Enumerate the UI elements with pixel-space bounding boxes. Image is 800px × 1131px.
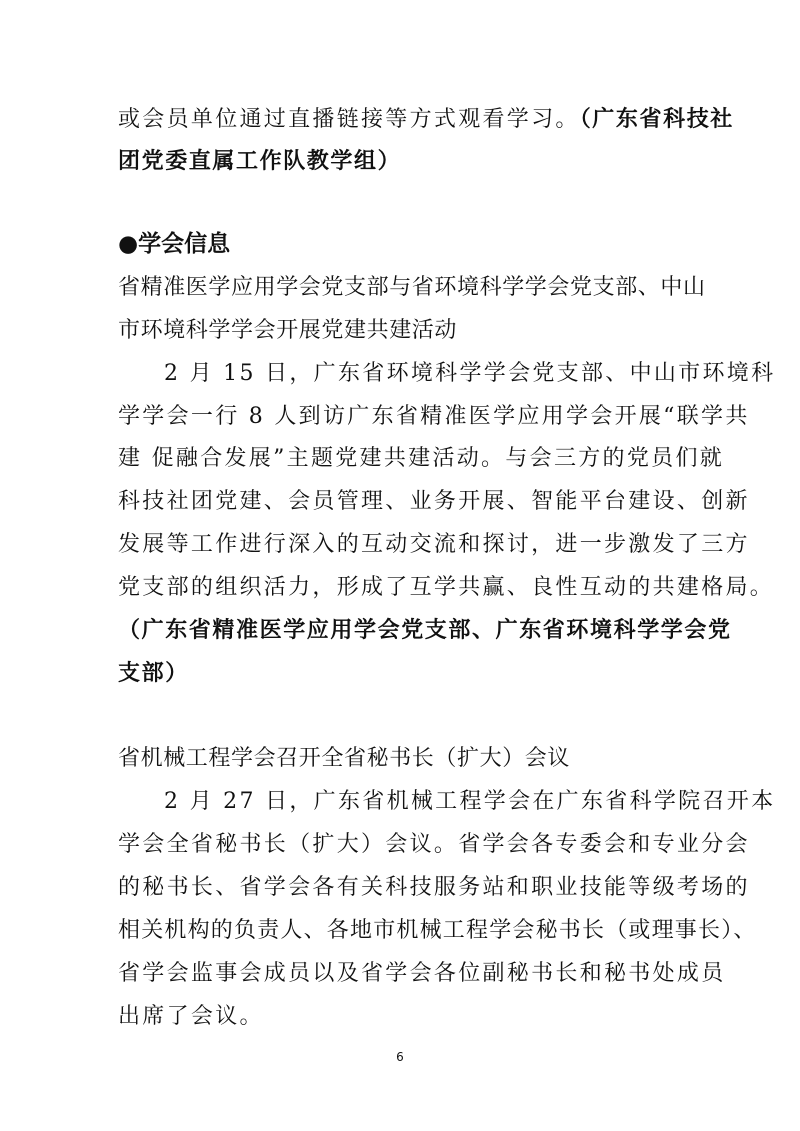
paragraph-line: 科技社团党建、会员管理、业务开展、智能平台建设、创新 xyxy=(118,489,750,514)
paragraph-line: 出席了会议。 xyxy=(118,1004,264,1029)
article-title: 省机械工程学会召开全省秘书长（扩大）会议 xyxy=(118,746,571,771)
source-attribution: 团党委直属工作队教学组） xyxy=(118,149,402,174)
paragraph-line: 2 月 27 日，广东省机械工程学会在广东省科学院召开本 xyxy=(164,789,776,814)
paragraph-line: 省学会监事会成员以及省学会各位副秘书长和秘书处成员 xyxy=(118,961,726,986)
paragraph-line: 学会全省秘书长（扩大）会议。省学会各专委会和专业分会 xyxy=(118,832,750,857)
paragraph-line: 党支部的组织活力，形成了互学共赢、良性互动的共建格局。 xyxy=(118,575,775,600)
source-attribution: 支部） xyxy=(118,661,189,686)
paragraph-line: 2 月 15 日，广东省环境科学学会党支部、中山市环境科 xyxy=(164,361,776,386)
section-heading: ●学会信息 xyxy=(118,231,231,257)
paragraph-line: 发展等工作进行深入的互动交流和探讨，进一步激发了三方 xyxy=(118,532,750,557)
article-title: 省精准医学应用学会党支部与省环境科学学会党支部、中山 xyxy=(118,275,706,300)
paragraph-line: 建 促融合发展”主题党建共建活动。与会三方的党员们就 xyxy=(118,446,725,471)
source-attribution: （广东省科技社 xyxy=(579,107,734,132)
article-title: 市环境科学学会开展党建共建活动 xyxy=(118,318,458,343)
paragraph-line: 的秘书长、省学会各有关科技服务站和职业技能等级考场的 xyxy=(118,875,750,900)
paragraph-line: 学学会一行 8 人到访广东省精准医学应用学会开展“联学共 xyxy=(118,404,750,429)
paragraph-line: 相关机构的负责人、各地市机械工程学会秘书长（或理事长）、 xyxy=(118,918,757,943)
paragraph-text: 或会员单位通过直播链接等方式观看学习。 xyxy=(118,107,580,132)
source-attribution: （广东省精准医学应用学会党支部、广东省环境科学学会党 xyxy=(118,618,732,643)
paragraph-line xyxy=(118,107,734,133)
page-number: 6 xyxy=(396,1050,404,1064)
